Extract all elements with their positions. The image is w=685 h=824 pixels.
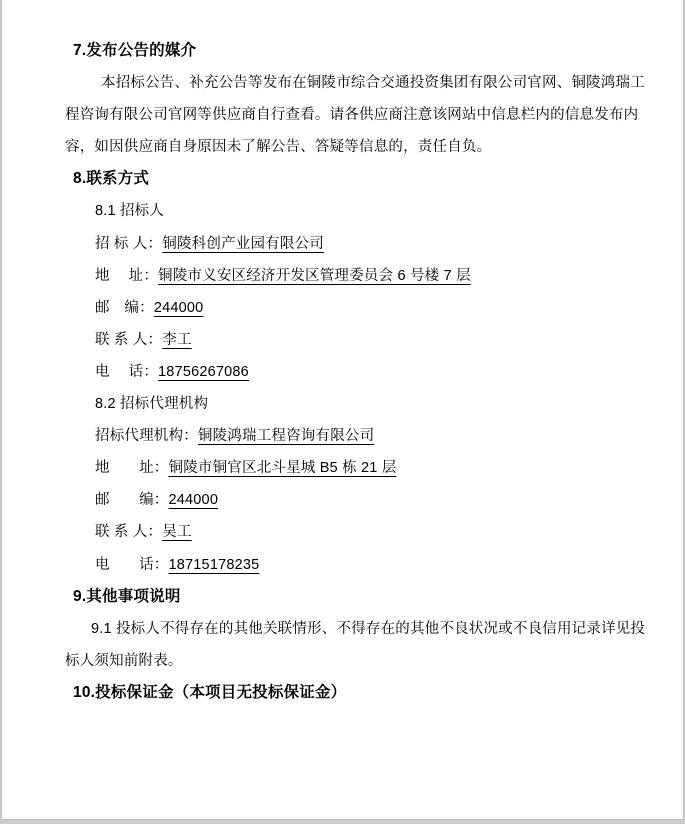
paragraph-line: 本招标公告、补充公告等发布在铜陵市综合交通投资集团有限公司官网、铜陵鸿瑞工 xyxy=(101,75,645,92)
field-value: 铜陵科创产业园有限公司 xyxy=(162,235,324,252)
field-value: 铜陵市铜官区北斗星城 B5 栋 21 层 xyxy=(168,460,397,477)
subsection-heading-8-1: 8.1 招标人 xyxy=(95,203,165,220)
field-label: 电 话： xyxy=(95,556,169,573)
section-heading-8: 8.联系方式 xyxy=(73,170,150,188)
field-label: 招 标 人： xyxy=(95,235,163,252)
field-label: 招标代理机构： xyxy=(95,428,198,445)
field-value: 244000 xyxy=(168,492,219,509)
subsection-heading-8-2: 8.2 招标代理机构 xyxy=(95,396,209,413)
field-label: 地 址： xyxy=(95,267,159,284)
paragraph-line: 容，如因供应商自身原因未了解公告、答疑等信息的，责任自负。 xyxy=(65,139,492,156)
field-value: 244000 xyxy=(153,299,204,316)
document-page xyxy=(1,0,684,820)
contact-field-row xyxy=(95,356,627,388)
paragraph-line: 9.1 投标人不得存在的其他关联情形、不得存在的其他不良状况或不良信用记录详见投 xyxy=(91,620,646,637)
contact-field-row xyxy=(95,228,627,260)
document-content xyxy=(65,35,646,709)
contact-field-row xyxy=(95,324,627,356)
contact-field-row xyxy=(95,484,627,516)
field-label: 电 话： xyxy=(95,363,159,380)
contact-field-row xyxy=(95,549,627,581)
contact-field-row xyxy=(95,260,627,292)
field-value: 李工 xyxy=(162,331,192,348)
contact-field-row xyxy=(95,292,627,324)
field-value: 铜陵鸿瑞工程咨询有限公司 xyxy=(197,428,375,445)
field-value: 吴工 xyxy=(162,524,192,541)
field-label: 邮 编： xyxy=(95,492,169,509)
section-heading-10: 10.投标保证金（本项目无投标保证金） xyxy=(73,683,347,701)
paragraph-line: 标人须知前附表。 xyxy=(65,652,183,669)
field-label: 邮 编： xyxy=(95,299,154,316)
section-heading-9: 9.其他事项说明 xyxy=(73,587,181,605)
field-label: 地 址： xyxy=(95,460,169,477)
field-label: 联 系 人： xyxy=(95,331,163,348)
field-value: 铜陵市义安区经济开发区管理委员会 6 号楼 7 层 xyxy=(158,267,471,284)
field-value: 18756267086 xyxy=(158,363,249,380)
contact-field-row xyxy=(95,420,627,452)
contact-field-row xyxy=(95,516,627,548)
contact-field-row xyxy=(95,452,627,484)
field-label: 联 系 人： xyxy=(95,524,163,541)
field-value: 18715178235 xyxy=(168,556,260,573)
section-heading-7: 7.发布公告的媒介 xyxy=(73,42,197,59)
paragraph-line: 程咨询有限公司官网等供应商自行查看。请各供应商注意该网站中信息栏内的信息发布内 xyxy=(65,107,639,124)
